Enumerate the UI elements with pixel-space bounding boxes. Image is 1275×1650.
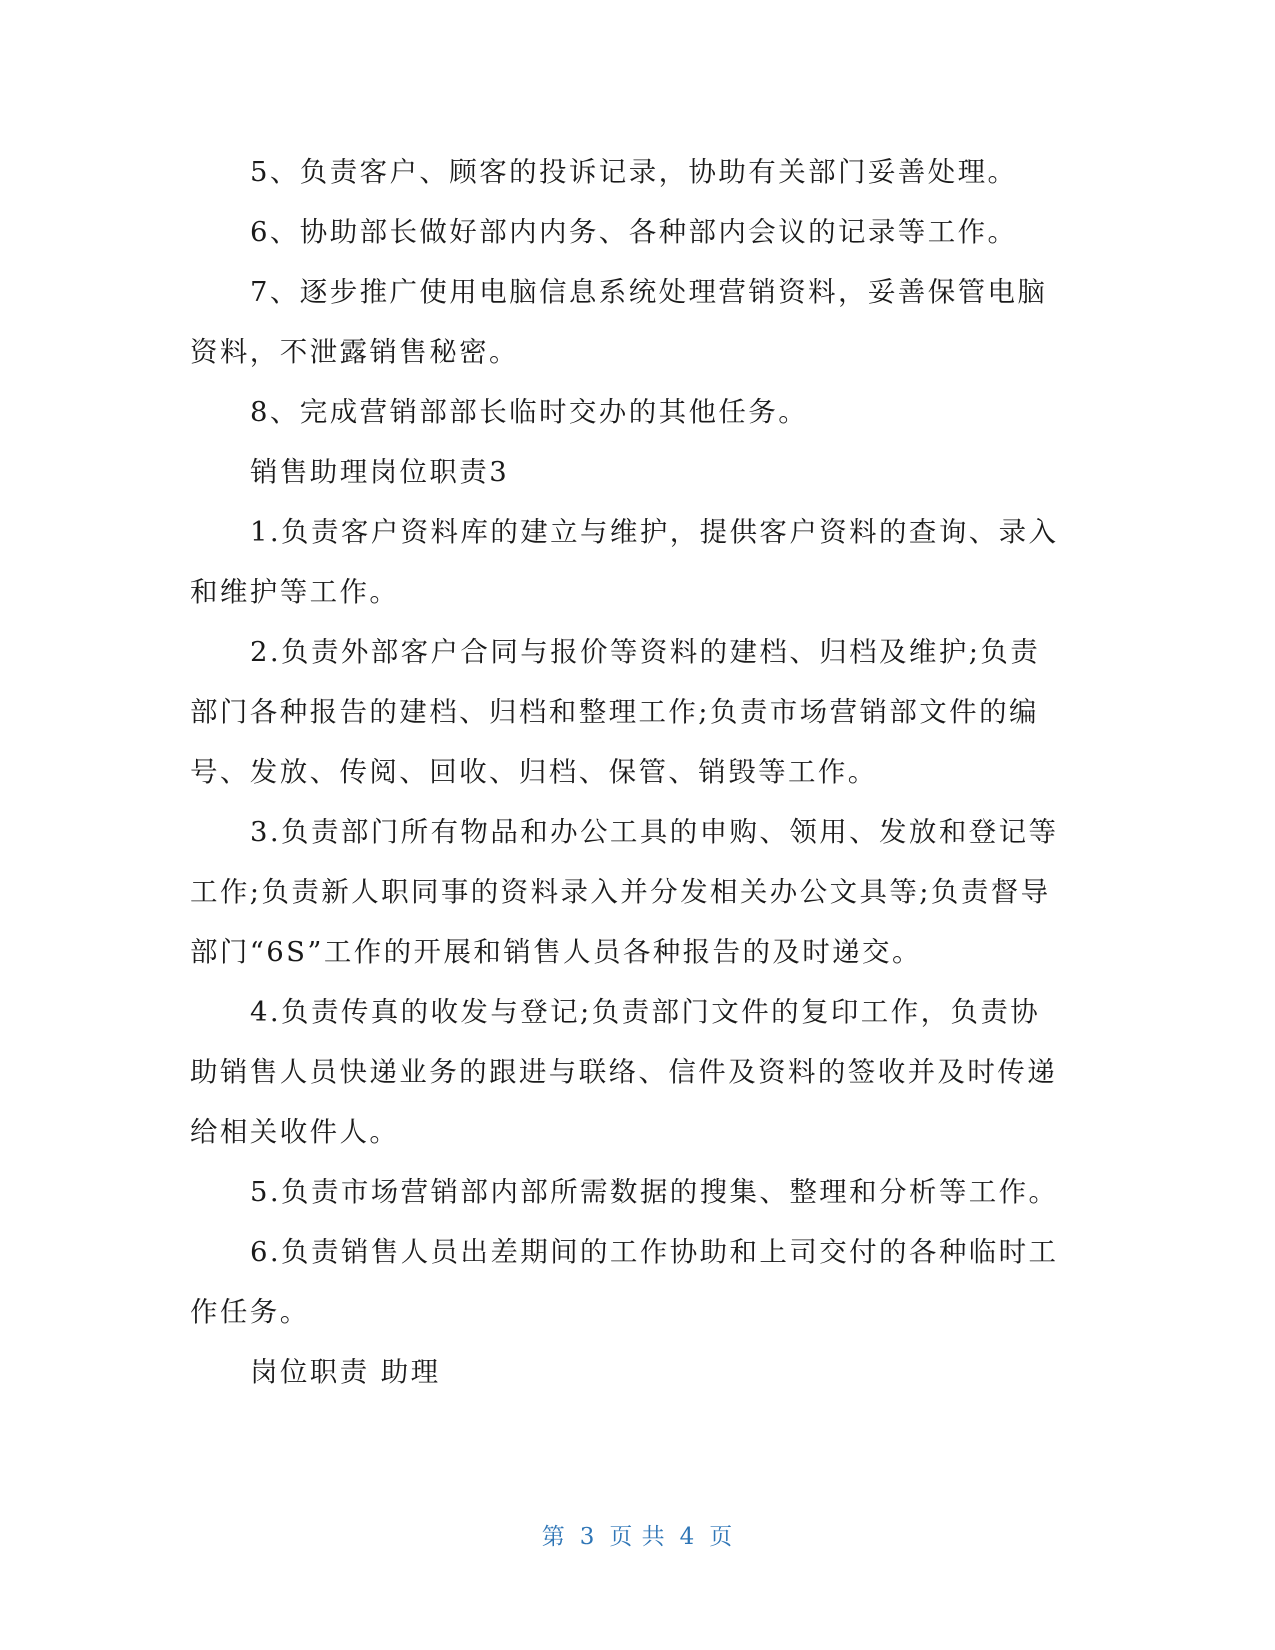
footer-suffix: 页 <box>709 1524 734 1550</box>
footer-total-pages: 4 <box>679 1524 696 1550</box>
footer-prefix: 第 <box>541 1524 566 1550</box>
paragraph-fax-and-copy: 4.负责传真的收发与登记;负责部门文件的复印工作，负责协助销售人员快递业务的跟进与联络、信件及资料的签收并及时传递给相关收件人。 <box>190 996 1058 1148</box>
paragraph-contract-archiving: 2.负责外部客户合同与报价等资料的建档、归档及维护;负责部门各种报告的建档、归档和整理工作;负责市场营销部文件的编号、发放、传阅、回收、归档、保管、销毁等工作。 <box>190 636 1041 788</box>
paragraph-complaint-record: 5、负责客户、顾客的投诉记录，协助有关部门妥善处理。 <box>250 156 1018 188</box>
paragraph-temporary-tasks: 8、完成营销部部长临时交办的其他任务。 <box>250 396 809 428</box>
footer-page-number: 3 <box>579 1524 596 1550</box>
paragraph-travel-assistance: 6.负责销售人员出差期间的工作协助和上司交付的各种临时工作任务。 <box>190 1236 1059 1328</box>
document-body <box>190 142 1070 1402</box>
closing-tag-line: 岗位职责 助理 <box>250 1356 441 1388</box>
paragraph-customer-database: 1.负责客户资料库的建立与维护，提供客户资料的查询、录入和维护等工作。 <box>190 516 1059 608</box>
paragraph-office-supplies: 3.负责部门所有物品和办公工具的申购、领用、发放和登记等工作;负责新人职同事的资料录入并分发相关办公文具等;负责督导部门“6S”工作的开展和销售人员各种报告的及时递交。 <box>190 816 1059 968</box>
paragraph-data-collection: 5.负责市场营销部内部所需数据的搜集、整理和分析等工作。 <box>250 1176 1059 1208</box>
paragraph-computer-system: 7、逐步推广使用电脑信息系统处理营销资料，妥善保管电脑资料，不泄露销售秘密。 <box>190 276 1048 368</box>
paragraph-assist-minister: 6、协助部长做好部内内务、各种部内会议的记录等工作。 <box>250 216 1018 248</box>
page-footer <box>0 1522 1275 1552</box>
section-heading-duties-3: 销售助理岗位职责3 <box>250 456 510 488</box>
footer-middle: 页 共 <box>609 1524 666 1550</box>
